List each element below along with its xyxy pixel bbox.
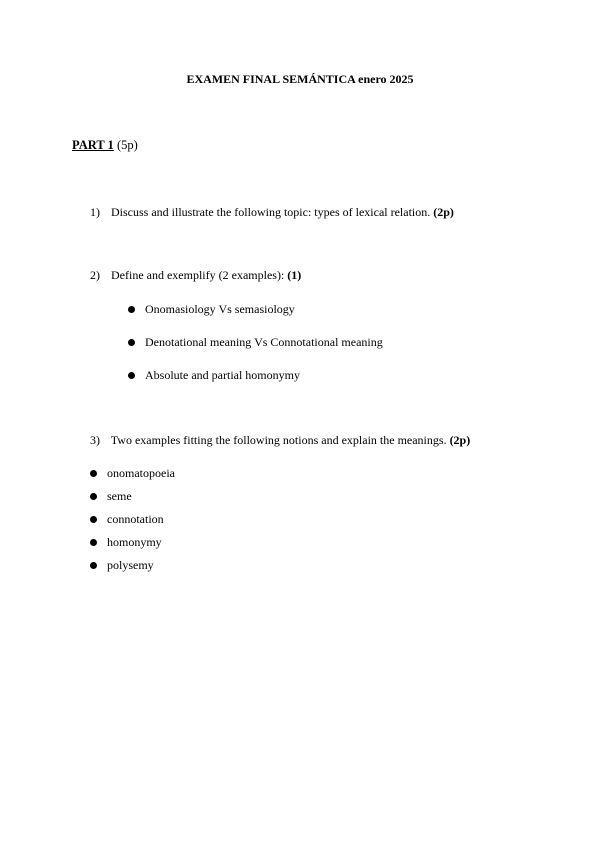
list-item-text: connotation — [107, 512, 164, 526]
exam-title: EXAMEN FINAL SEMÁNTICA enero 2025 — [186, 72, 414, 86]
list-item-text: Denotational meaning Vs Connotational meaning — [145, 335, 383, 349]
bullet-icon — [128, 306, 135, 313]
list-item-text: Absolute and partial homonymy — [145, 368, 300, 382]
question-number: 3) — [90, 433, 100, 447]
list-item — [128, 302, 295, 317]
list-item — [128, 368, 300, 383]
list-item — [90, 466, 175, 481]
question-points: (2p) — [433, 205, 454, 219]
question-text: Discuss and illustrate the following topic: types of lexical relation. — [111, 205, 431, 219]
question-2 — [90, 268, 301, 283]
list-item — [90, 512, 164, 527]
bullet-icon — [90, 470, 97, 477]
question-1 — [90, 205, 454, 220]
list-item-text: onomatopoeia — [107, 466, 175, 480]
list-item-text: Onomasiology Vs semasiology — [145, 302, 295, 316]
bullet-icon — [90, 539, 97, 546]
list-item-text: homonymy — [107, 535, 162, 549]
bullet-icon — [128, 372, 135, 379]
question-points: (1) — [287, 268, 302, 282]
question-text: Two examples fitting the following notions and explain the meanings. — [110, 433, 447, 447]
part-points: (5p) — [116, 138, 138, 152]
question-number: 1) — [90, 205, 100, 219]
list-item — [90, 558, 154, 573]
list-item-text: seme — [107, 489, 132, 503]
list-item-text: polysemy — [107, 558, 154, 572]
list-item — [128, 335, 383, 350]
part-label: PART 1 — [72, 138, 114, 152]
question-3 — [90, 433, 470, 448]
question-points: (2p) — [449, 433, 471, 447]
bullet-icon — [90, 493, 97, 500]
bullet-icon — [90, 516, 97, 523]
bullet-icon — [128, 339, 135, 346]
list-item — [90, 535, 162, 550]
bullet-icon — [90, 562, 97, 569]
list-item — [90, 489, 132, 504]
part-heading — [72, 138, 138, 153]
question-text: Define and exemplify (2 examples): — [111, 268, 285, 282]
question-number: 2) — [90, 268, 100, 282]
